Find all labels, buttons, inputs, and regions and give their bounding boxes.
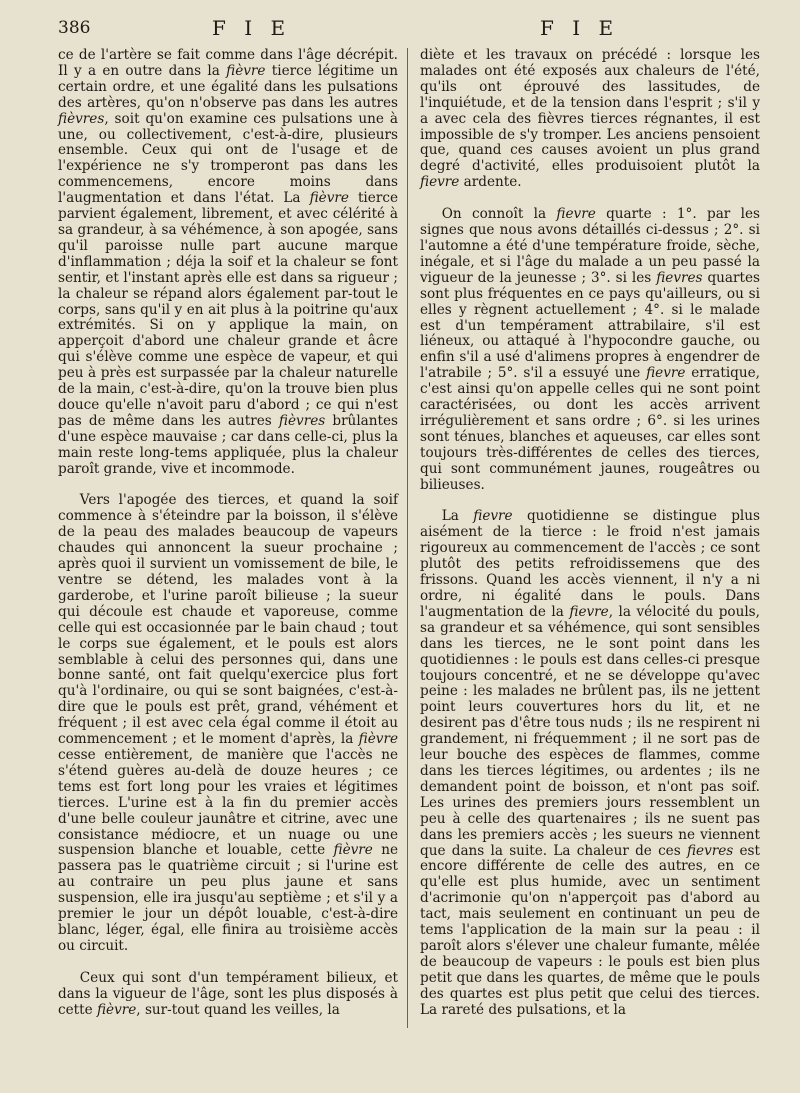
paragraph: Vers l'apogée des tierces, et quand la soif commence à s'éteindre par la boisson, il s'élève de la peau des malades beaucoup de vapeurs chaudes qui annoncent la sueur prochaine ; après quoi il survient un vomissement de bile, le ventre se détend, les malades vont à la garderobe, et l'urine paroît bilieuse ; la sueur qui découle est chaude et vaporeuse, comme celle qui est occasionnée par le bain chaud ; tout le corps sue également, et le pouls est alors semblable à celui des personnes qui, dans une bonne santé, ont fait quelqu'exercice plus fort qu'à l'ordinaire, ou qui se sont baignées, c'est-à-dire que le pouls est prêt, grand, véhément et fréquent ; il est avec cela égal comme il étoit au commencement ; et le moment d'après, la fièvre cesse entièrement, de manière que l'accès ne s'étend guères au-delà de douze heures ; ce tems est fort long pour les vraies et légitimes tierces. L'urine est à la fin du premier accès d'une belle couleur jaunâtre et citrine, avec une consistance médiocre, et un nuage ou une suspension blanche et louable, cette fièvre ne passera pas le quatrième circuit ; si l'urine est au contraire un peu plus jaune et sans suspension, elle ira jusqu'au septième ; et s'il y a premier le jour un dépôt louable, c'est-à-dire blanc, léger, égal, elle finira au troisième accès ou circuit. [58, 492, 398, 954]
right-column [420, 48, 760, 1018]
running-head-left: F I E [212, 16, 292, 40]
paragraph: On connoît la fievre quarte : 1°. par les signes que nous avons détaillés ci-dessus ; 2°. si l'automne a été d'une température froide, sèche, inégale, et si l'âge du malade a un peu passé la vigueur de la jeunesse ; 3°. si les fievres quartes sont plus fréquentes en ce pays qu'ailleurs, ou si elles y règnent actuellement ; 4°. si le malade est d'un tempérament attrabilaire, s'il est liéneux, ou attaqué à l'hypocondre gauche, ou enfin s'il a usé d'alimens propres à engendrer de l'atrabile ; 5°. s'il a essuyé une fievre erratique, c'est ainsi qu'on appelle celles qui ne sont point caractérisées, ou dont les accès arrivent irrégulièrement et sans ordre ; 6°. si les urines sont ténues, blanches et aqueuses, car elles sont toujours très-différentes de celles des tierces, qui sont communément jaunes, rougeâtres ou bilieuses. [420, 206, 760, 493]
paragraph: La fievre quotidienne se distingue plus aisément de la tierce : le froid n'est jamais rigoureux au commencement de l'accès ; ce sont plutôt des petits refroidissemens que des frissons. Quand les accès viennent, il n'y a ni ordre, ni égalité dans le pouls. Dans l'augmentation de la fievre, la vélocité du pouls, sa grandeur et sa véhémence, qui sont sensibles dans les tierces, ne le sont point dans les quotidiennes : le pouls est dans celles-ci presque toujours concentré, et ne se développe qu'avec peine : les malades ne brûlent pas, ils ne jettent point leurs couvertures hors du lit, et ne desirent pas d'être tous nuds ; ils ne respirent ni grandement, ni fréquemment ; il ne sort pas de leur bouche des espèces de flammes, comme dans les tierces légitimes, ou ardentes ; ils ne demandent point de boisson, et n'ont pas soif. Les urines des premiers jours ressemblent un peu à celle des quartenaires ; ils ne suent pas dans les premiers accès ; les sueurs ne viennent que dans la suite. La chaleur de ces fievres est encore différente de celle des autres, en ce qu'elle est plus humide, avec un sentiment d'acrimonie qu'on n'apperçoit pas d'abord au tact, mais seulement en continuant un peu de tems l'application de la main sur la peau : il paroît alors s'élever une chaleur fumante, mêlée de beaucoup de vapeurs : le pouls est bien plus petit que dans les quartes, de même que le pouls des quartes est plus petit que celui des tierces. La rareté des pulsations, et la [420, 508, 761, 1018]
running-head-right: F I E [540, 16, 620, 40]
left-column [58, 48, 398, 1018]
paragraph: diète et les travaux on précédé : lorsque les malades ont été exposés aux chaleurs de l'été, qu'ils ont éprouvé des lassitudes, de l'inquiétude, et de la tension dans l'esprit ; s'il y a avec cela des fièvres tierces régnantes, il est impossible de s'y tromper. Les anciens pensoient que, quand ces causes avoient un plus grand degré d'activité, elles produisoient plutôt la fievre ardente. [420, 47, 760, 191]
page-number: 386 [58, 18, 91, 38]
column-divider [407, 48, 408, 1028]
paragraph: Ceux qui sont d'un tempérament bilieux, et dans la vigueur de l'âge, sont les plus disposés à cette fièvre, sur-tout quand les veilles, la [58, 969, 398, 1018]
page-header [0, 14, 800, 44]
paragraph: ce de l'artère se fait comme dans l'âge décrépit. Il y a en outre dans la fièvre tierce légitime un certain ordre, et une égalité dans les pulsations des artères, qu'on n'observe pas dans les autres fièvres, soit qu'on examine ces pulsations une à une, ou collectivement, c'est-à-dire, plusieurs ensemble. Ceux qui ont de l'usage et de l'expérience ne s'y tromperont pas dans les commencemens, encore moins dans l'augmentation et dans l'état. La fièvre tierce parvient également, librement, et avec célérité à sa grandeur, à sa véhémence, à son apogée, sans qu'il paroisse nulle part aucune marque d'inflammation ; déja la soif et la chaleur se font sentir, et l'instant après elle est dans sa rigueur ; la chaleur se répand alors également par-tout le corps, sans qu'il y en ait plus à la poitrine qu'aux extrémités. Si on y applique la main, on apperçoit d'abord une chaleur grande et âcre qui s'élève comme une espèce de vapeur, et qui peu à près est surpassée par la chaleur naturelle de la main, c'est-à-dire, qu'on la trouve bien plus douce qu'elle n'avoit paru d'abord ; ce qui n'est pas de même dans les autres fièvres brûlantes d'une espèce mauvaise ; car dans celle-ci, plus la main reste long-tems appliquée, plus la chaleur paroît grande, vive et incommode. [58, 47, 399, 477]
